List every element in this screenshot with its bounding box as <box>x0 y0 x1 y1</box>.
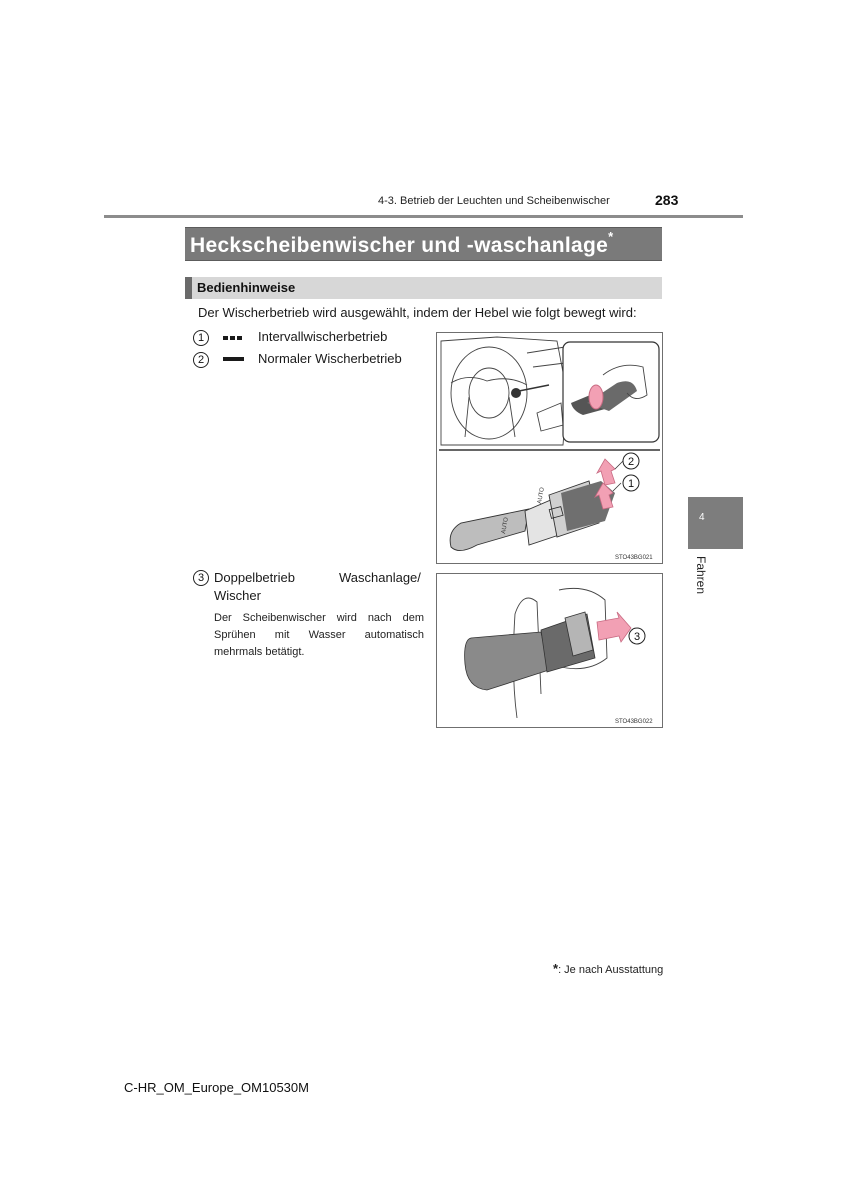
footer-document-code: C-HR_OM_Europe_OM10530M <box>124 1080 309 1095</box>
chapter-tab <box>688 497 743 549</box>
item3-description: Der Scheibenwischer wird nach dem Sprühen mit Wasser automatisch mehrmals betätigt. <box>214 612 424 658</box>
item-label-2: Normaler Wischerbetrieb <box>258 351 402 366</box>
lever-auto-label: AUTO <box>501 516 510 535</box>
intermittent-mode-icon <box>223 336 244 340</box>
fig2-callout-3: 3 <box>633 631 641 643</box>
item-number-3: 3 <box>193 570 209 586</box>
page-title-text: Heckscheibenwischer und -waschanlage <box>190 234 609 257</box>
item-label-3b: Waschanlage/ <box>339 570 421 585</box>
title-footnote-marker: * <box>608 229 614 244</box>
figure-rear-wiper-lever <box>436 332 663 564</box>
item-label-3a: Doppelbetrieb <box>214 570 295 585</box>
normal-mode-icon <box>223 357 244 361</box>
footnote-marker: * <box>553 961 559 976</box>
page-number: 283 <box>655 192 679 208</box>
intro-text: Der Wischerbetrieb wird ausgewählt, indem der Hebel wie folgt bewegt wird: <box>198 305 637 320</box>
item-number-2: 2 <box>193 352 209 368</box>
page-title-bar <box>185 227 662 261</box>
chapter-tab-label: Fahren <box>694 556 708 595</box>
fig1-callout-2: 2 <box>627 456 635 468</box>
item-label-1: Intervallwischerbetrieb <box>258 329 388 344</box>
item-number-1: 1 <box>193 330 209 346</box>
header-section-title: 4-3. Betrieb der Leuchten und Scheibenwischer <box>378 195 610 207</box>
item-label-3c: Wischer <box>214 588 261 603</box>
footnote-text: : Je nach Ausstattung <box>558 964 664 976</box>
subheading-bar <box>185 277 662 299</box>
subheading-text: Bedienhinweise <box>197 280 296 295</box>
header-divider <box>104 215 743 218</box>
lever-auto-label-2: AUTO <box>537 486 546 505</box>
figure-washer-operation <box>436 573 663 728</box>
fig1-callout-1: 1 <box>627 478 635 490</box>
washer-lever-illustration <box>437 574 662 727</box>
page-title <box>190 229 614 258</box>
footnote <box>553 961 663 976</box>
fig1-id: STO43BG021 <box>615 555 653 561</box>
rear-wiper-lever-illustration <box>437 333 662 563</box>
subheading-marker <box>185 277 192 299</box>
fig2-id: STO43BG022 <box>615 719 653 725</box>
chapter-tab-number: 4 <box>699 512 705 523</box>
